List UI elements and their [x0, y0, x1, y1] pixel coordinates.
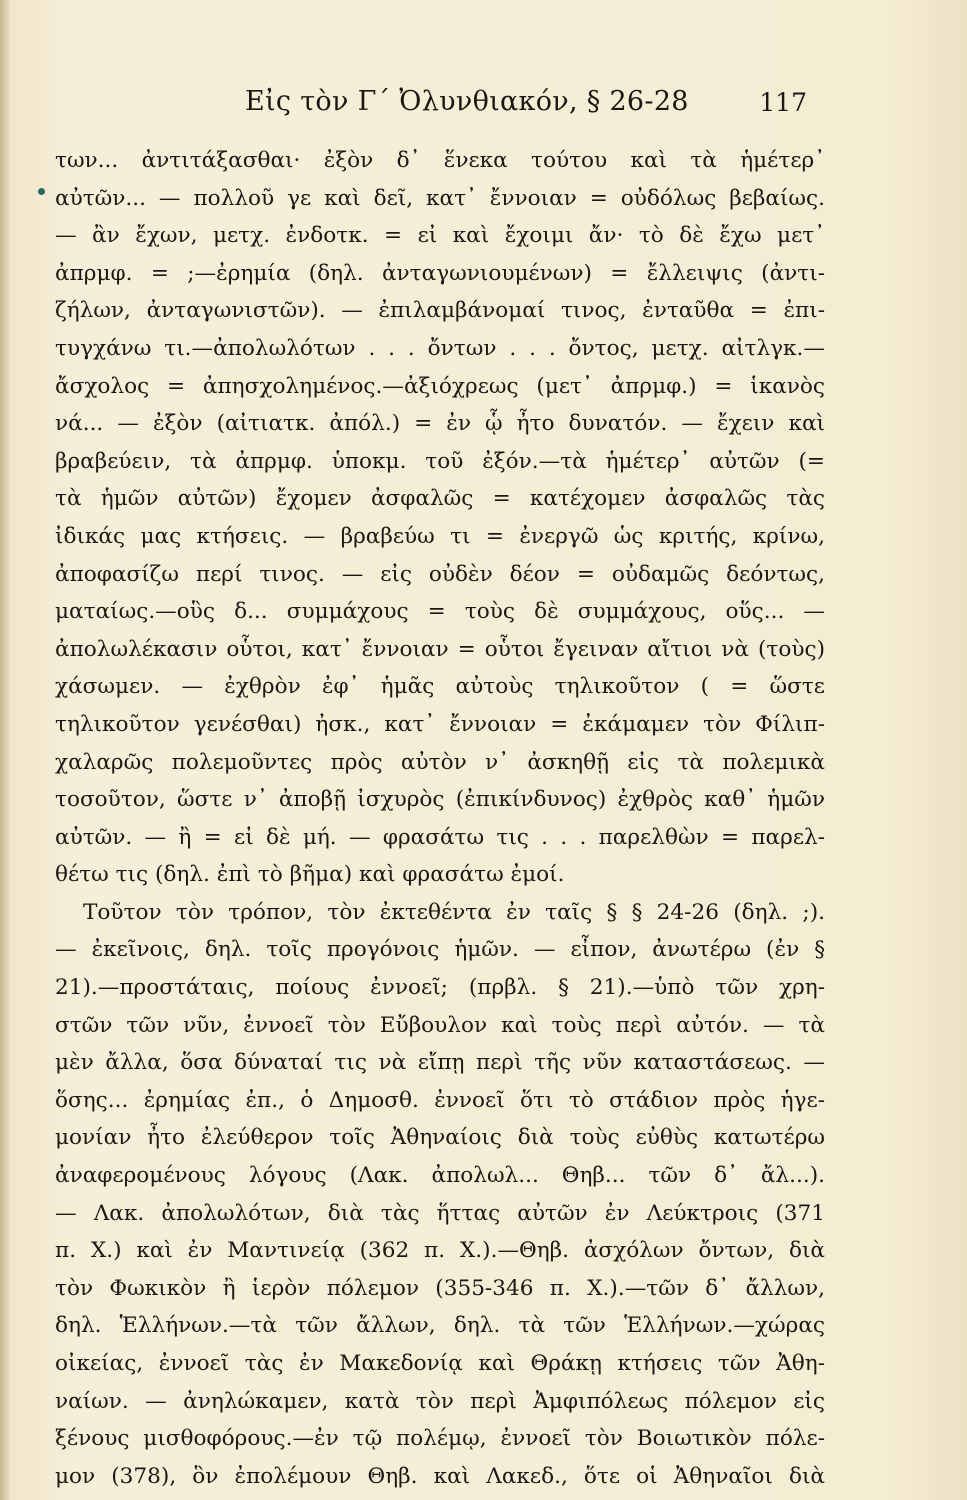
- text-line: των... ἀντιτάξασθαι· ἐξὸν δ᾽ ἕνεκα τούτου καὶ τὰ ἡμέτερ᾽: [55, 148, 825, 173]
- text-line: — ἂν ἔχων, μετχ. ἐνδοτκ. = εἰ καὶ ἔχοιμι ἄν· τὸ δὲ ἔχω μετ᾽: [55, 223, 825, 249]
- text-line: τηλικοῦτον γενέσθαι) ἠσκ., κατ᾽ ἔννοιαν = ἐκάμαμεν τὸν Φίλιπ-: [55, 711, 825, 737]
- text-line: αὐτῶν... — πολλοῦ γε καὶ δεῖ, κατ᾽ ἔννοιαν = οὐδόλως βεβαίως.: [55, 185, 825, 211]
- text-line: χαλαρῶς πολεμοῦντες πρὸς αὐτὸν ν᾽ ἀσκηθῇ εἰς τὰ πολεμικὰ: [55, 749, 825, 775]
- text-line: ξένους μισθοφόρους.—ἐν τῷ πολέμῳ, ἐννοεῖ τὸν Βοιωτικὸν πόλε-: [55, 1426, 825, 1452]
- page-header: [0, 80, 967, 120]
- running-title: Εἰς τὸν Γ΄ Ὀλυνθιακόν, § 26-28: [245, 86, 689, 117]
- text-line: τυγχάνω τι.—ἀπολωλότων . . . ὄντων . . . ὄντος, μετχ. αἰτλγκ.—: [55, 335, 825, 361]
- text-line: — Λακ. ἀπολωλότων, διὰ τὰς ἥττας αὐτῶν ἐν Λεύκτροις (371: [55, 1200, 825, 1226]
- text-line: — ἐκεῖνοις, δηλ. τοῖς προγόνοις ἡμῶν. — εἶπον, ἀνωτέρω (ἐν §: [55, 937, 825, 963]
- text-line: δηλ. Ἑλλήνων.—τὰ τῶν ἄλλων, δηλ. τὰ τῶν Ἑλλήνων.—χώρας: [55, 1313, 825, 1339]
- text-line: τὰ ἡμῶν αὐτῶν) ἔχομεν ἀσφαλῶς = κατέχομεν ἀσφαλῶς τὰς: [55, 486, 825, 512]
- text-line: οἰκείας, ἐννοεῖ τὰς ἐν Μακεδονίᾳ καὶ Θράκῃ κτήσεις τῶν Ἀθη-: [55, 1351, 825, 1376]
- text-line: 21).—προστάταις, ποίους ἐννοεῖ; (πρβλ. § 21).—ὑπὸ τῶν χρη-: [55, 975, 825, 1001]
- text-line: τοσοῦτον, ὥστε ν᾽ ἀποβῇ ἰσχυρὸς (ἐπικίνδυνος) ἐχθρὸς καθ᾽ ἡμῶν: [55, 787, 825, 813]
- text-line: μονίαν ἦτο ἐλεύθερον τοῖς Ἀθηναίοις διὰ τοὺς εὐθὺς κατωτέρω: [55, 1125, 825, 1151]
- text-line: νά... — ἐξὸν (αἰτιατκ. ἀπόλ.) = ἐν ᾧ ἦτο δυνατόν. — ἔχειν καὶ: [55, 411, 825, 437]
- text-line: ναίων. — ἀνηλώκαμεν, κατὰ τὸν περὶ Ἀμφιπόλεως πόλεμον εἰς: [55, 1388, 825, 1414]
- commentary-text: [55, 142, 825, 1495]
- text-line: ἀπολωλέκασιν οὗτοι, κατ᾽ ἔννοιαν = οὗτοι ἔγειναν αἴτιοι νὰ (τοὺς): [55, 636, 825, 662]
- text-line: θέτω τις (δηλ. ἐπὶ τὸ βῆμα) καὶ φρασάτω ἐμοί.: [55, 862, 565, 888]
- text-line: ὅσης... ἐρημίας ἐπ., ὁ Δημοσθ. ἐννοεῖ ὅτι τὸ στάδιον πρὸς ἡγε-: [55, 1087, 825, 1113]
- text-line: ἀποφασίζω περί τινος. — εἰς οὐδὲν δέον = οὐδαμῶς δεόντως,: [55, 561, 825, 587]
- page-spine-shadow: [0, 0, 10, 1500]
- page-number: 117: [759, 88, 807, 117]
- text-line: χάσωμεν. — ἐχθρὸν ἐφ᾽ ἡμᾶς αὐτοὺς τηλικοῦτον ( = ὥστε: [55, 674, 825, 700]
- text-line: τὸν Φωκικὸν ἢ ἱερὸν πόλεμον (355-346 π. Χ.).—τῶν δ᾽ ἄλλων,: [55, 1275, 825, 1301]
- text-line: π. Χ.) καὶ ἐν Μαντινείᾳ (362 π. Χ.).—Θηβ. ἀσχόλων ὄντων, διὰ: [55, 1238, 825, 1264]
- text-line: στῶν τῶν νῦν, ἐννοεῖ τὸν Εὔβουλον καὶ τοὺς περὶ αὐτόν. — τὰ: [55, 1012, 825, 1038]
- text-line: μὲν ἄλλα, ὅσα δύναταί τις νὰ εἴπῃ περὶ τῆς νῦν καταστάσεως. —: [55, 1050, 825, 1076]
- text-line: ματαίως.—οὓς δ... συμμάχους = τοὺς δὲ συμμάχους, οὕς... —: [55, 599, 825, 625]
- margin-dot: [38, 188, 45, 195]
- text-line: ἀπρμφ. = ;—ἐρημία (δηλ. ἀνταγωνιουμένων) = ἔλλειψις (ἀντι-: [55, 260, 825, 286]
- text-line: αὐτῶν. — ἢ = εἰ δὲ μή. — φρασάτω τις . . . παρελθὼν = παρελ-: [55, 824, 825, 850]
- text-line: ἄσχολος = ἀπησχολημένος.—ἀξιόχρεως (μετ᾽ ἀπρμφ.) = ἱκανὸς: [55, 373, 825, 399]
- paragraph-start-line: Τοῦτον τὸν τρόπον, τὸν ἐκτεθέντα ἐν ταῖς § § 24-26 (δηλ. ;).: [83, 899, 825, 925]
- text-line: ζήλων, ἀνταγωνιστῶν). — ἐπιλαμβάνομαί τινος, ἐνταῦθα = ἐπι-: [55, 298, 825, 324]
- text-line: ἀναφερομένους λόγους (Λακ. ἀπολωλ... Θηβ... τῶν δ᾽ ἄλ...).: [55, 1163, 825, 1189]
- text-line: μον (378), ὃν ἐπολέμουν Θηβ. καὶ Λακεδ., ὅτε οἱ Ἀθηναῖοι διὰ: [55, 1463, 825, 1489]
- text-line: ἰδικάς μας κτήσεις. — βραβεύω τι = ἐνεργῶ ὡς κριτής, κρίνω,: [55, 523, 825, 549]
- text-line: βραβεύειν, τὰ ἀπρμφ. ὑποκμ. τοῦ ἐξόν.—τὰ ἡμέτερ᾽ αὐτῶν (=: [55, 448, 825, 474]
